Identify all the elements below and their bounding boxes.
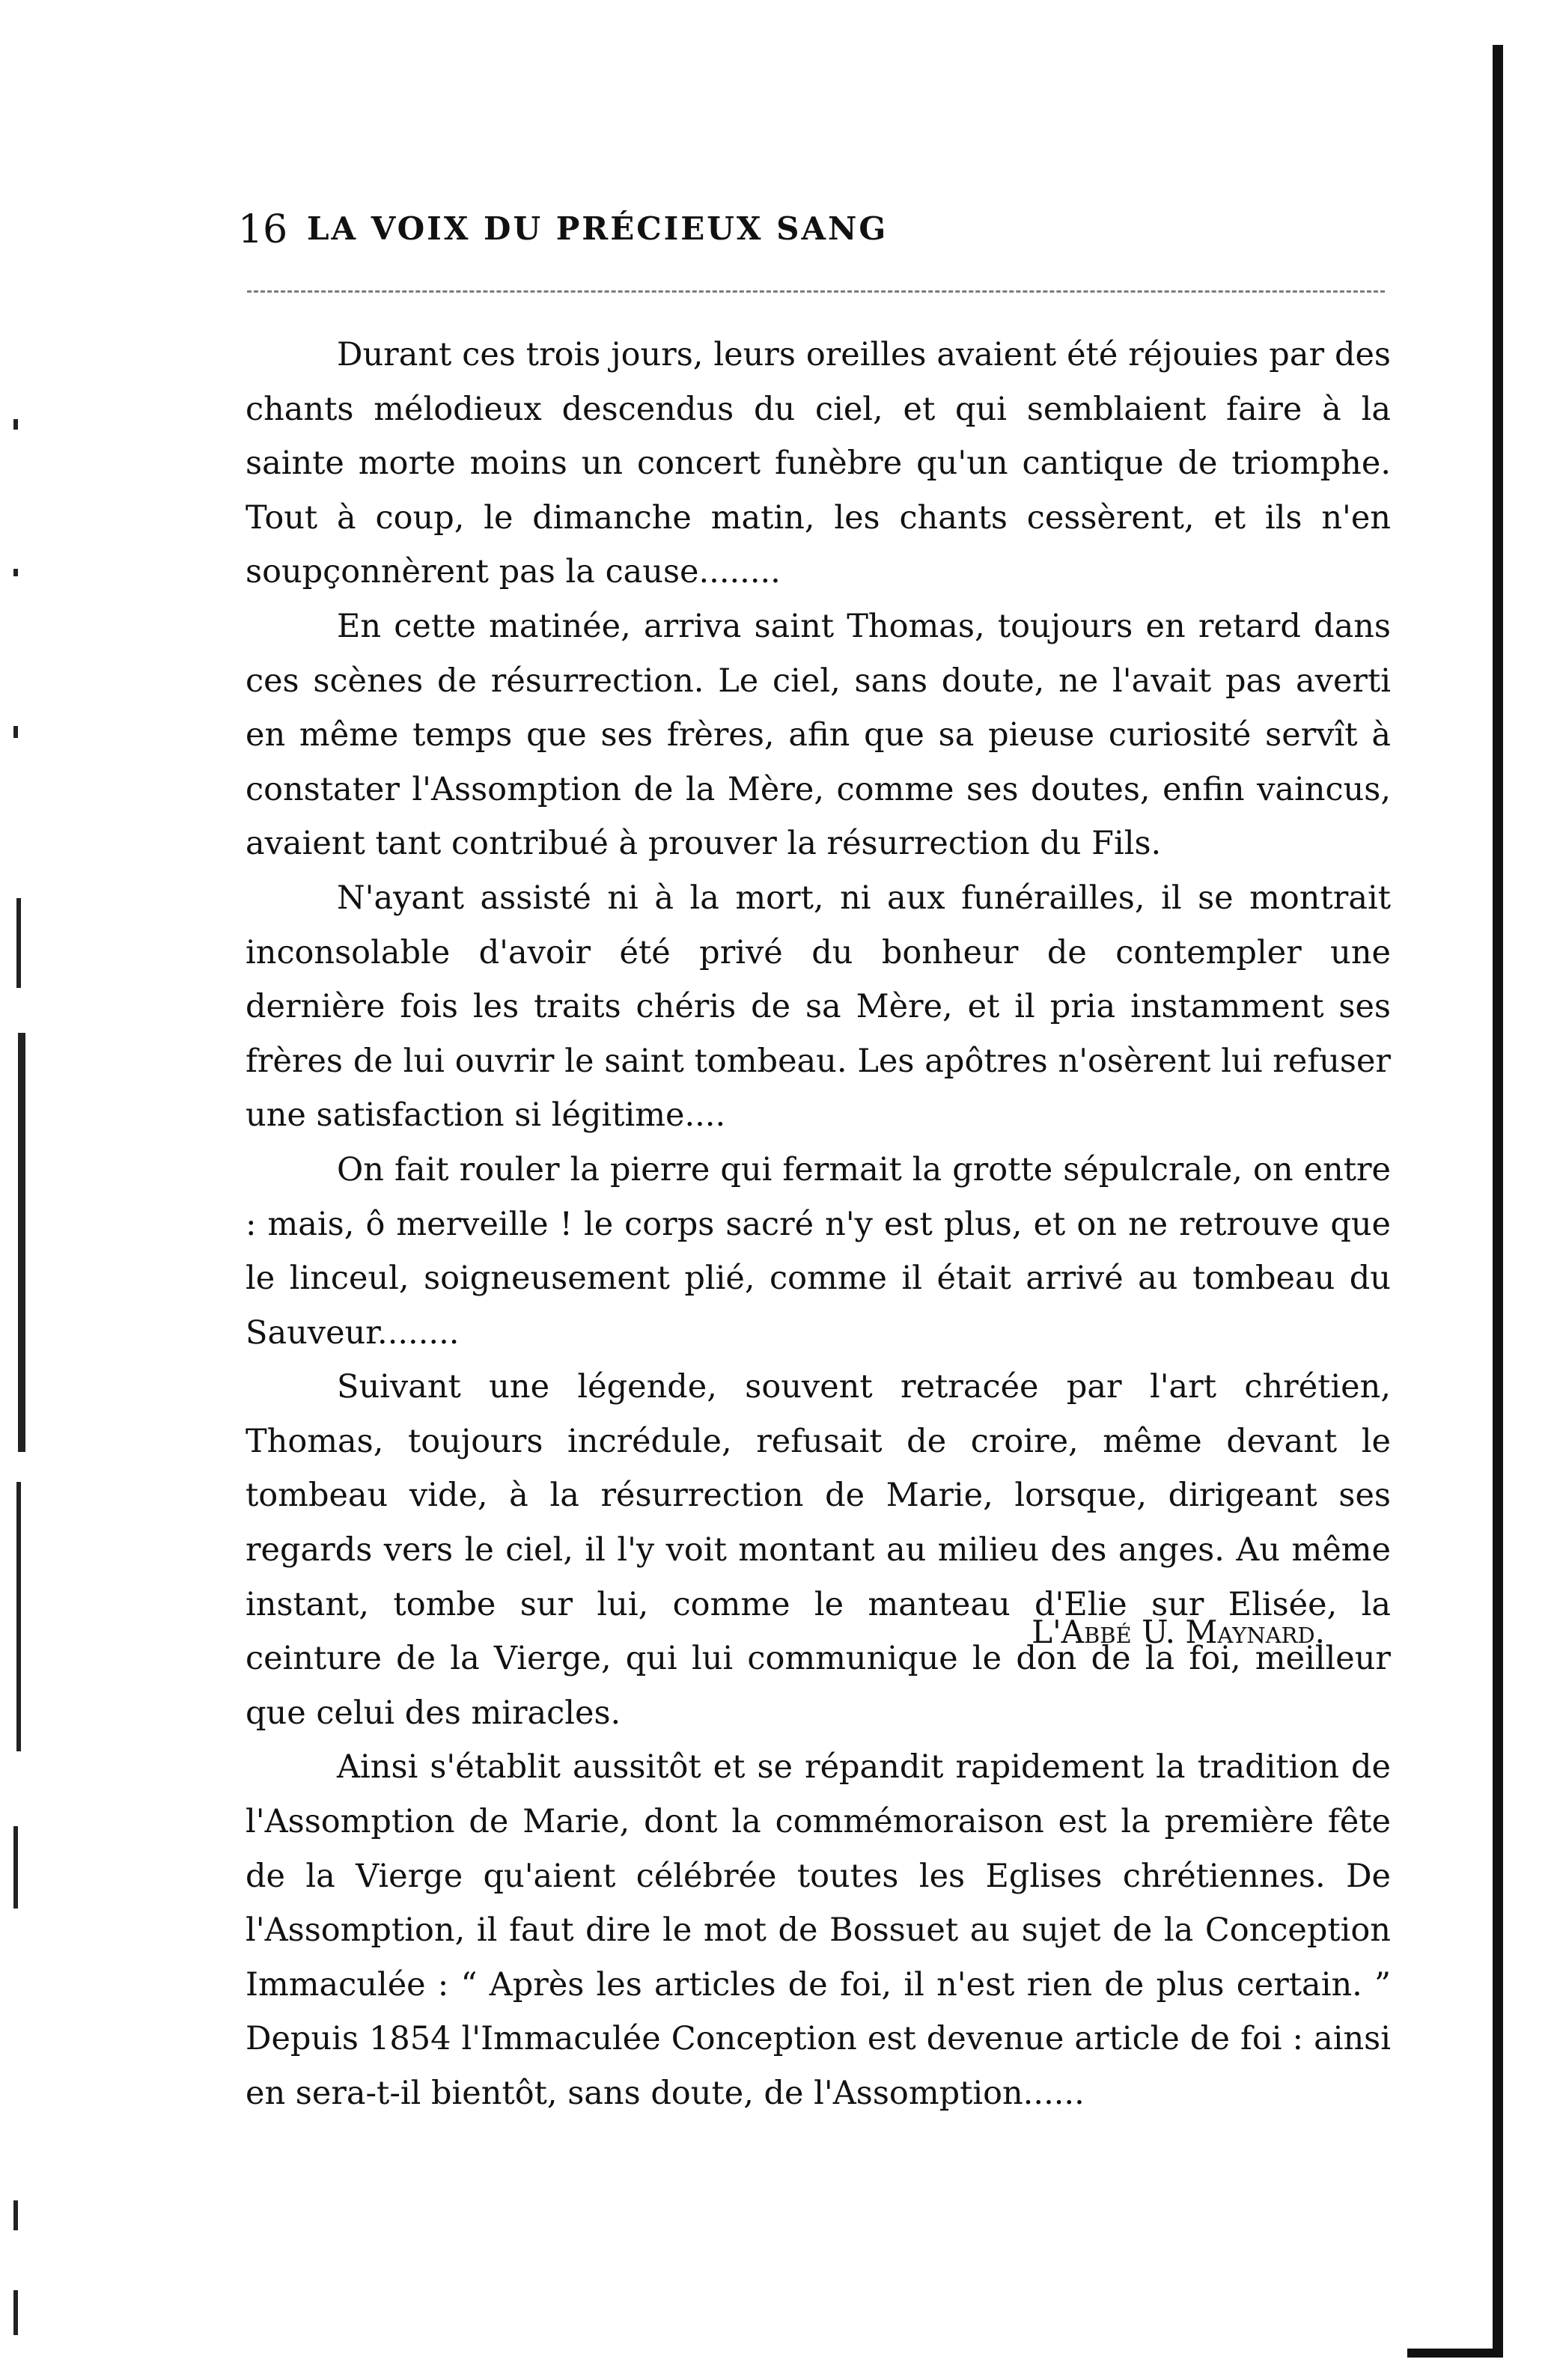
paragraph: En cette matinée, arriva saint Thomas, toujours en retard dans ces scènes de résurrection. Le ciel, sans doute, ne l'avait pas averti en même temps que ses frères, afin que sa pieuse curiosité servît à constater l'Assomption de la Mère, comme ses doutes, enfin vaincus, avaient tant contribué à prouver la résurrection du Fils. <box>246 607 1391 863</box>
gutter-shadow <box>16 1482 21 1751</box>
gutter-speck <box>13 2290 18 2335</box>
gutter-speck <box>13 726 18 738</box>
gutter-speck <box>13 1826 18 1908</box>
gutter-speck <box>16 898 21 988</box>
paragraph: Ainsi s'établit aussitôt et se répandit rapidement la tradition de l'Assomption de Marie, dont la commémoraison est la première fête de la Vierge qu'aient célébrée toutes les Eglises chrétiennes. De l'Assomption, il faut dire le mot de Bossuet au sujet de la Conception Immaculée : “ Après les articles de foi, il n'est rien de plus certain. ” Depuis 1854 l'Immaculée Conception est devenue article de foi : ainsi en sera-t-il bientôt, sans doute, de l'Assomption...... <box>246 1748 1391 2112</box>
running-title: LA VOIX DU PRÉCIEUX SANG <box>307 210 889 247</box>
gutter-speck <box>13 2200 18 2230</box>
page-border-right <box>1493 45 1503 2358</box>
header-rule <box>247 290 1385 293</box>
paragraph: Durant ces trois jours, leurs oreilles avaient été réjouies par des chants mélodieux descendus du ciel, et qui semblaient faire à la sainte morte moins un concert funèbre qu'un cantique de triomphe. Tout à coup, le dimanche matin, les chants cessèrent, et ils n'en soupçonnèrent pas la cause........ <box>246 336 1391 591</box>
paragraph: N'ayant assisté ni à la mort, ni aux funérailles, il se montrait inconsolable d'avoir été privé du bonheur de contempler une dernière fois les traits chéris de sa Mère, et il pria instamment ses frères de lui ouvrir le saint tombeau. Les apôtres n'osèrent lui refuser une satisfaction si légitime.... <box>246 879 1391 1135</box>
paragraph: On fait rouler la pierre qui fermait la grotte sépulcrale, on entre : mais, ô merveille ! le corps sacré n'y est plus, et on ne retrouve que le linceul, soigneusement plié, comme il était arrivé au tombeau du Sauveur........ <box>246 1150 1391 1352</box>
author-signature: L'Abbé U. Maynard. <box>1032 1614 1325 1650</box>
body-text <box>246 328 1391 2121</box>
page-header <box>238 204 1391 256</box>
gutter-speck <box>13 419 18 430</box>
page-border-bottom <box>1407 2349 1503 2358</box>
gutter-shadow <box>18 1033 25 1452</box>
gutter-speck <box>13 569 18 576</box>
binding-gutter <box>13 419 48 2335</box>
paragraph: Suivant une légende, souvent retracée par l'art chrétien, Thomas, toujours incrédule, refusait de croire, même devant le tombeau vide, à la résurrection de Marie, lorsque, dirigeant ses regards vers le ciel, il l'y voit montant au milieu des anges. Au même instant, tombe sur lui, comme le manteau d'Elie sur Elisée, la ceinture de la Vierge, qui lui communique le don de la foi, meilleur que celui des miracles. <box>246 1368 1391 1732</box>
page-number: 16 <box>238 207 288 252</box>
